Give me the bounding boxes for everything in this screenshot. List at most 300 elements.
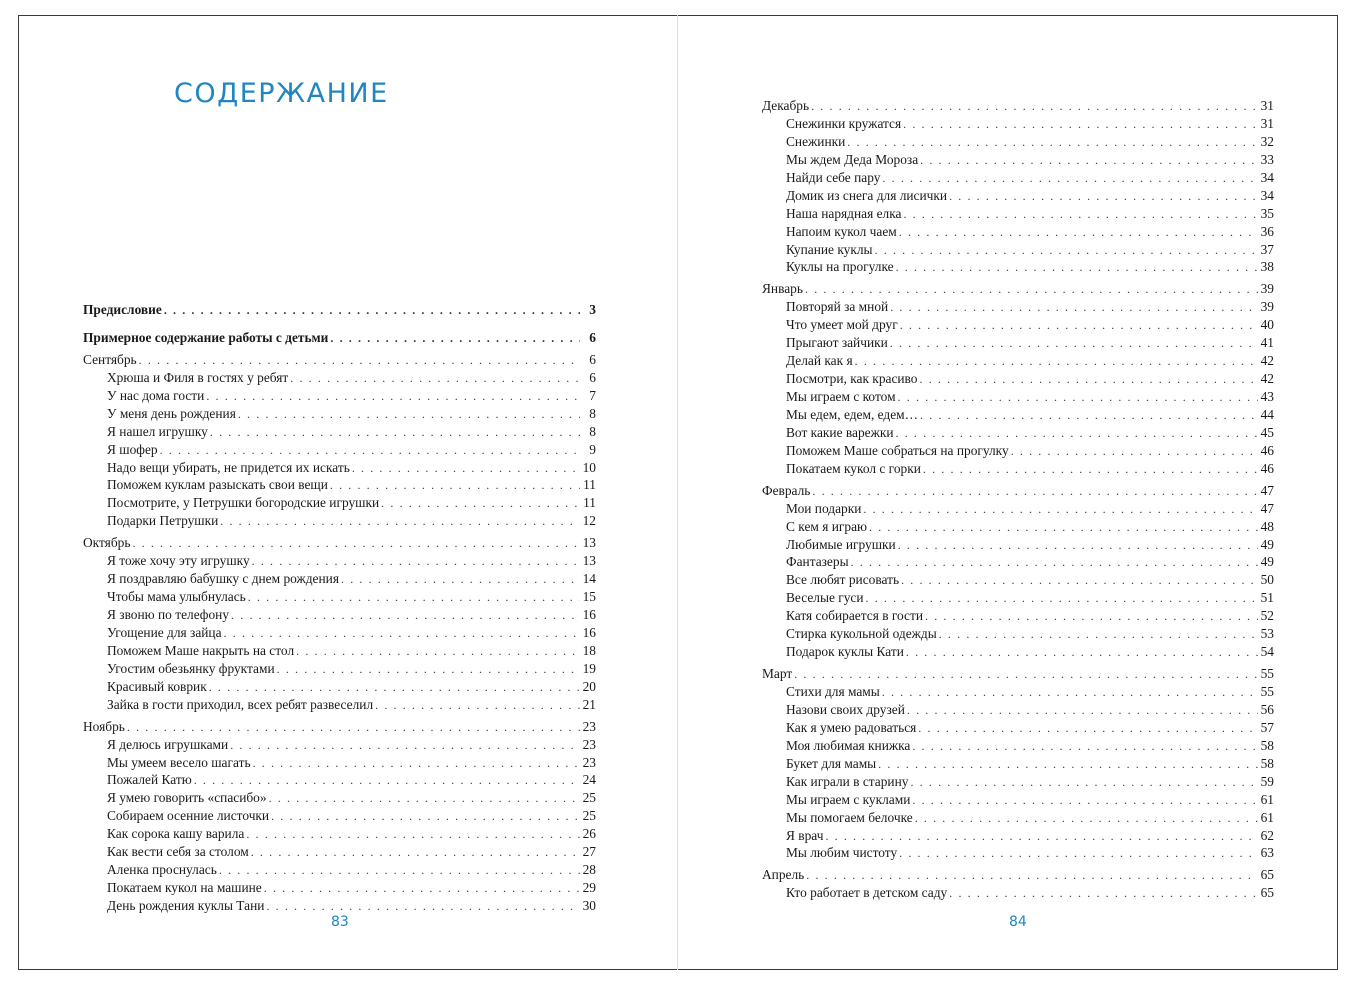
toc-entry	[83, 405, 596, 423]
toc-dot-leader	[910, 774, 1258, 792]
toc-entry-title: Все любят рисовать	[786, 572, 900, 588]
toc-entry	[762, 683, 1274, 701]
toc-entry-title: Мы помогаем белочке	[786, 809, 913, 825]
toc-dot-leader	[890, 335, 1258, 353]
toc-dot-leader	[224, 625, 580, 643]
toc-dot-leader	[271, 808, 580, 826]
toc-entry-page: 47	[1260, 482, 1274, 498]
toc-entry	[83, 459, 596, 477]
toc-dot-leader	[855, 353, 1258, 371]
toc-entry-page: 8	[589, 423, 596, 439]
toc-dot-leader	[238, 406, 580, 424]
toc-entry-page: 13	[582, 535, 596, 551]
toc-entry-page: 24	[582, 772, 596, 788]
toc-entry	[83, 660, 596, 678]
toc-dot-leader	[912, 738, 1258, 756]
toc-entry-page: 50	[1260, 572, 1274, 588]
toc-entry-page: 16	[582, 624, 596, 640]
toc-entry-page: 49	[1260, 536, 1274, 552]
toc-entry-title: День рождения куклы Тани	[107, 898, 265, 913]
toc-entry	[762, 460, 1274, 478]
toc-dot-leader	[907, 702, 1258, 720]
toc-dot-leader	[900, 317, 1258, 335]
toc-entry	[83, 825, 596, 843]
toc-section-heading	[83, 718, 596, 736]
toc-entry	[83, 570, 596, 588]
toc-entry	[762, 791, 1274, 809]
toc-dot-leader	[812, 483, 1258, 501]
toc-entry	[83, 552, 596, 570]
toc-entry-title: Букет для мамы	[786, 755, 877, 771]
toc-entry	[83, 624, 596, 642]
toc-entry-page: 47	[1260, 500, 1274, 516]
toc-dot-leader	[866, 590, 1258, 608]
toc-entry-title: У нас дома гости	[107, 387, 205, 403]
toc-entry-page: 11	[583, 495, 596, 511]
toc-entry-page: 46	[1260, 442, 1274, 458]
toc-entry-page: 23	[582, 754, 596, 770]
toc-entry	[762, 133, 1274, 151]
toc-entry	[762, 518, 1274, 536]
toc-entry-page: 32	[1260, 133, 1274, 149]
toc-dot-leader	[949, 885, 1258, 903]
toc-entry-title: Пожалей Катю	[107, 772, 192, 788]
toc-entry	[762, 205, 1274, 223]
toc-dot-leader	[878, 756, 1258, 774]
toc-dot-leader	[869, 519, 1258, 537]
toc-entry	[762, 406, 1274, 424]
toc-entry-page: 58	[1260, 737, 1274, 753]
toc-entry-title: Кто работает в детском саду	[786, 885, 948, 901]
toc-entry-title: Стирка кукольной одежды	[786, 626, 937, 642]
toc-entry-page: 57	[1260, 719, 1274, 735]
toc-entry-title: Посмотрите, у Петрушки богородские игрушки	[107, 495, 380, 511]
toc-dot-leader	[898, 537, 1258, 555]
toc-entry	[762, 884, 1274, 902]
toc-entry	[83, 843, 596, 861]
toc-entry	[762, 809, 1274, 827]
toc-entry-page: 40	[1260, 317, 1274, 333]
toc-entry-page: 58	[1260, 755, 1274, 771]
page-title: СОДЕРЖАНИЕ	[174, 78, 389, 109]
toc-entry	[83, 861, 596, 879]
toc-entry-title: Назови своих друзей	[786, 701, 905, 717]
toc-entry	[762, 844, 1274, 862]
toc-entry	[762, 388, 1274, 406]
toc-entry-page: 30	[582, 898, 596, 913]
toc-entry-page: 38	[1260, 259, 1274, 275]
toc-entry	[762, 241, 1274, 259]
toc-entry-page: 61	[1260, 791, 1274, 807]
toc-section-heading	[83, 351, 596, 369]
toc-entry	[83, 369, 596, 387]
toc-entry-title: Зайка в гости приходил, всех ребят развеселил	[107, 696, 374, 712]
toc-dot-leader	[251, 844, 580, 862]
toc-entry	[83, 642, 596, 660]
toc-dot-leader	[1011, 443, 1258, 461]
toc-entry	[83, 771, 596, 789]
toc-entry	[762, 589, 1274, 607]
toc-entry	[83, 807, 596, 825]
toc-entry-title: Я умею говорить «спасибо»	[107, 790, 267, 806]
toc-dot-leader	[264, 880, 580, 898]
toc-entry-title: Ноябрь	[83, 718, 125, 734]
toc-entry-page: 25	[582, 790, 596, 806]
toc-dot-leader	[920, 407, 1258, 425]
toc-entry-page: 39	[1260, 281, 1274, 297]
toc-entry-title: Подарок куклы Кати	[786, 644, 904, 660]
toc-dot-leader	[341, 571, 580, 589]
toc-entry-title: Примерное содержание работы с детьми	[83, 329, 329, 345]
toc-dot-leader	[220, 513, 580, 531]
toc-entry	[83, 588, 596, 606]
toc-entry-title: Надо вещи убирать, не придется их искать	[107, 459, 350, 475]
toc-entry	[762, 169, 1274, 187]
toc-entry-page: 13	[582, 553, 596, 569]
toc-entry-title: Как я умею радоваться	[786, 719, 917, 735]
toc-entry-title: Предисловие	[83, 302, 162, 317]
toc-dot-leader	[252, 553, 580, 571]
toc-entry-title: Я тоже хочу эту игрушку	[107, 553, 250, 569]
toc-dot-leader	[381, 495, 580, 513]
toc-entry-title: Март	[762, 666, 793, 682]
toc-entry-page: 21	[582, 696, 596, 712]
toc-entry-page: 10	[582, 459, 596, 475]
toc-dot-leader	[851, 554, 1258, 572]
toc-entry-title: Покатаем кукол на машине	[107, 880, 262, 896]
toc-entry-page: 11	[583, 477, 596, 493]
toc-entry-page: 9	[589, 441, 596, 457]
toc-entry-title: Собираем осенние листочки	[107, 808, 270, 824]
toc-dot-leader	[923, 461, 1258, 479]
toc-section-heading	[762, 866, 1274, 884]
toc-entry	[762, 607, 1274, 625]
toc-entry-title: Хрюша и Филя в гостях у ребят	[107, 369, 289, 385]
toc-entry-page: 31	[1260, 98, 1274, 113]
toc-entry	[762, 536, 1274, 554]
toc-entry-title: Аленка проснулась	[107, 862, 217, 878]
toc-dot-leader	[330, 477, 580, 495]
toc-entry-title: Мы едем, едем, едем…	[786, 406, 919, 422]
toc-dot-leader	[209, 679, 580, 697]
toc-dot-leader	[920, 371, 1259, 389]
toc-dot-leader	[290, 370, 580, 388]
toc-entry-title: Мы ждем Деда Мороза	[786, 151, 919, 167]
page-number-right: 84	[1009, 914, 1027, 930]
toc-section-heading	[83, 301, 596, 319]
toc-entry-title: Февраль	[762, 482, 811, 498]
toc-entry-page: 28	[582, 862, 596, 878]
toc-entry	[762, 500, 1274, 518]
toc-entry-title: Сентябрь	[83, 351, 137, 367]
toc-entry-title: Я врач	[786, 827, 824, 843]
toc-entry	[83, 897, 596, 915]
toc-dot-leader	[794, 666, 1258, 684]
toc-entry-page: 6	[589, 369, 596, 385]
toc-dot-leader	[266, 898, 580, 916]
toc-entry	[83, 678, 596, 696]
toc-entry	[83, 754, 596, 772]
toc-entry-page: 34	[1260, 187, 1274, 203]
toc-dot-leader	[194, 772, 580, 790]
toc-entry	[762, 316, 1274, 334]
toc-entry-title: Подарки Петрушки	[107, 513, 219, 529]
toc-entry-page: 37	[1260, 241, 1274, 257]
toc-entry	[762, 115, 1274, 133]
toc-entry-page: 35	[1260, 205, 1274, 221]
toc-entry-page: 42	[1260, 353, 1274, 369]
toc-dot-leader	[160, 442, 580, 460]
toc-dot-leader	[899, 224, 1258, 242]
toc-dot-leader	[899, 845, 1258, 863]
toc-section-heading	[83, 329, 596, 347]
toc-entry-page: 45	[1260, 424, 1274, 440]
left-page	[18, 15, 678, 970]
toc-entry	[762, 298, 1274, 316]
toc-dot-leader	[219, 862, 580, 880]
toc-dot-leader	[949, 188, 1258, 206]
toc-entry-title: Снежинки	[786, 133, 846, 149]
toc-dot-leader	[915, 810, 1258, 828]
toc-dot-leader	[269, 790, 580, 808]
toc-dot-leader	[920, 152, 1258, 170]
toc-entry-page: 6	[589, 329, 596, 345]
toc-dot-leader	[805, 281, 1258, 299]
toc-entry-page: 52	[1260, 608, 1274, 624]
toc-entry	[83, 606, 596, 624]
toc-entry-page: 55	[1260, 684, 1274, 699]
toc-dot-leader	[847, 134, 1258, 152]
toc-entry-title: Поможем Маше накрыть на стол	[107, 642, 295, 658]
toc-entry-page: 43	[1260, 389, 1274, 404]
toc-dot-leader	[127, 719, 580, 737]
toc-entry-page: 6	[589, 351, 596, 367]
toc-entry	[762, 223, 1274, 241]
toc-entry-page: 61	[1260, 809, 1274, 825]
toc-dot-leader	[132, 535, 580, 553]
toc-entry-title: Я шофер	[107, 441, 158, 457]
toc-entry	[762, 625, 1274, 643]
toc-entry	[762, 442, 1274, 460]
toc-dot-leader	[230, 737, 580, 755]
toc-entry-page: 39	[1260, 299, 1274, 315]
toc-dot-leader	[210, 424, 580, 442]
toc-entry-title: Октябрь	[83, 535, 131, 551]
toc-entry	[762, 370, 1274, 388]
toc-entry	[762, 187, 1274, 205]
toc-entry	[762, 151, 1274, 169]
toc-entry-page: 23	[582, 718, 596, 734]
toc-dot-leader	[375, 697, 580, 715]
toc-dot-leader	[882, 684, 1258, 702]
toc-entry	[83, 423, 596, 441]
toc-dot-leader	[903, 116, 1258, 134]
toc-dot-leader	[811, 98, 1258, 116]
toc-entry-title: Снежинки кружатся	[786, 115, 902, 131]
toc-entry-title: У меня день рождения	[107, 405, 236, 421]
toc-entry-page: 65	[1260, 885, 1274, 901]
toc-dot-leader	[875, 242, 1258, 260]
toc-entry	[762, 719, 1274, 737]
toc-entry-page: 62	[1260, 827, 1274, 843]
toc-entry-title: Любимые игрушки	[786, 536, 896, 552]
toc-entry-title: Мы любим чистоту	[786, 845, 898, 861]
toc-entry-page: 7	[589, 387, 596, 403]
toc-entry-title: Я поздравляю бабушку с днем рождения	[107, 571, 339, 587]
toc-entry-title: Мы играем с котом	[786, 389, 896, 404]
toc-entry-page: 44	[1260, 406, 1274, 422]
toc-dot-leader	[903, 206, 1258, 224]
toc-entry-title: Делай как я	[786, 353, 853, 369]
page-number-left: 83	[331, 914, 349, 930]
toc-dot-leader	[248, 589, 580, 607]
toc-dot-leader	[164, 302, 580, 320]
toc-dot-leader	[918, 720, 1258, 738]
toc-section-heading	[762, 482, 1274, 500]
toc-entry	[83, 736, 596, 754]
toc-dot-leader	[246, 826, 580, 844]
toc-entry-title: Угощение для зайца	[107, 624, 222, 640]
toc-entry-page: 3	[589, 302, 596, 317]
toc-entry-page: 31	[1260, 115, 1274, 131]
toc-entry	[762, 773, 1274, 791]
toc-entry-page: 23	[582, 736, 596, 752]
toc-entry-page: 36	[1260, 223, 1274, 239]
toc-entry-page: 20	[582, 678, 596, 694]
toc-entry-page: 26	[582, 826, 596, 842]
toc-entry	[83, 494, 596, 512]
toc-entry-title: Стихи для мамы	[786, 684, 880, 699]
toc-dot-leader	[825, 828, 1258, 846]
toc-list-left	[83, 301, 596, 915]
toc-entry-title: Куклы на прогулке	[786, 259, 894, 275]
toc-entry-page: 15	[582, 589, 596, 605]
toc-entry	[762, 352, 1274, 370]
toc-dot-leader	[231, 607, 580, 625]
toc-entry-title: Прыгают зайчики	[786, 335, 888, 351]
toc-entry	[762, 553, 1274, 571]
toc-section-heading	[762, 97, 1274, 115]
toc-entry	[83, 476, 596, 494]
toc-entry-page: 56	[1260, 701, 1274, 717]
toc-dot-leader	[330, 330, 580, 348]
toc-entry-page: 12	[582, 513, 596, 529]
toc-entry-title: Веселые гуси	[786, 590, 864, 606]
toc-entry-page: 18	[582, 642, 596, 658]
toc-dot-leader	[906, 644, 1258, 662]
toc-entry-title: Красивый коврик	[107, 678, 207, 694]
toc-entry-title: Поможем Маше собраться на прогулку	[786, 442, 1009, 458]
toc-entry-page: 48	[1260, 518, 1274, 534]
right-page	[678, 15, 1338, 970]
toc-entry-title: Наша нарядная елка	[786, 205, 902, 221]
toc-entry-title: Вот какие варежки	[786, 424, 894, 440]
toc-dot-leader	[277, 661, 580, 679]
toc-entry-title: Мы умеем весело шагать	[107, 754, 251, 770]
toc-entry-title: Катя собирается в гости	[786, 608, 924, 624]
toc-dot-leader	[939, 626, 1258, 644]
toc-entry-title: Найди себе пару	[786, 169, 881, 185]
toc-entry-title: Чтобы мама улыбнулась	[107, 589, 246, 605]
toc-dot-leader	[206, 388, 580, 406]
toc-dot-leader	[898, 389, 1258, 407]
toc-entry	[83, 696, 596, 714]
toc-entry-title: Посмотри, как красиво	[786, 371, 918, 387]
toc-entry-title: Поможем куклам разыскать свои вещи	[107, 477, 328, 493]
toc-dot-leader	[912, 792, 1258, 810]
toc-entry	[762, 424, 1274, 442]
toc-dot-leader	[882, 170, 1258, 188]
toc-dot-leader	[253, 755, 580, 773]
toc-entry-page: 41	[1260, 335, 1274, 351]
toc-entry-title: Декабрь	[762, 98, 810, 113]
toc-entry-title: Как вести себя за столом	[107, 844, 249, 860]
toc-entry	[762, 701, 1274, 719]
toc-entry	[83, 441, 596, 459]
toc-entry-title: С кем я играю	[786, 518, 868, 534]
toc-entry	[762, 258, 1274, 276]
toc-entry-title: Как играли в старину	[786, 773, 909, 789]
toc-entry-page: 55	[1260, 666, 1274, 682]
toc-entry-title: Мы играем с куклами	[786, 791, 911, 807]
toc-entry-title: Купание куклы	[786, 241, 873, 257]
toc-entry-page: 59	[1260, 773, 1274, 789]
toc-entry-title: Повторяй за мной	[786, 299, 889, 315]
toc-dot-leader	[296, 643, 580, 661]
toc-dot-leader	[896, 259, 1258, 277]
toc-entry-title: Моя любимая книжка	[786, 737, 911, 753]
toc-entry	[762, 755, 1274, 773]
toc-entry-page: 19	[582, 660, 596, 676]
toc-entry	[83, 512, 596, 530]
toc-entry-page: 51	[1260, 590, 1274, 606]
toc-entry	[83, 789, 596, 807]
toc-entry-title: Домик из снега для лисички	[786, 187, 948, 203]
toc-entry-page: 16	[582, 607, 596, 622]
toc-entry	[762, 571, 1274, 589]
toc-entry-page: 14	[582, 571, 596, 587]
toc-entry-page: 33	[1260, 151, 1274, 167]
toc-entry-page: 8	[589, 405, 596, 421]
toc-dot-leader	[806, 867, 1258, 885]
toc-entry-title: Я делюсь игрушками	[107, 736, 229, 752]
toc-dot-leader	[901, 572, 1258, 590]
toc-entry-page: 49	[1260, 554, 1274, 570]
toc-entry-title: Фантазеры	[786, 554, 849, 570]
toc-entry-title: Я звоню по телефону	[107, 607, 230, 622]
toc-entry-title: Апрель	[762, 867, 805, 883]
toc-entry	[762, 737, 1274, 755]
toc-entry-page: 53	[1260, 626, 1274, 642]
toc-entry-page: 63	[1260, 845, 1274, 861]
toc-entry-page: 29	[582, 880, 596, 896]
toc-entry-title: Угостим обезьянку фруктами	[107, 660, 275, 676]
toc-entry	[762, 643, 1274, 661]
toc-entry	[83, 387, 596, 405]
toc-dot-leader	[925, 608, 1258, 626]
toc-entry	[762, 827, 1274, 845]
toc-entry-page: 65	[1260, 867, 1274, 883]
toc-entry-title: Как сорока кашу варила	[107, 826, 245, 842]
toc-dot-leader	[896, 425, 1258, 443]
toc-dot-leader	[890, 299, 1258, 317]
toc-dot-leader	[352, 460, 580, 478]
toc-entry	[83, 879, 596, 897]
toc-entry-page: 25	[582, 808, 596, 824]
toc-section-heading	[83, 534, 596, 552]
toc-entry-page: 34	[1260, 169, 1274, 185]
toc-entry-title: Напоим кукол чаем	[786, 223, 897, 239]
